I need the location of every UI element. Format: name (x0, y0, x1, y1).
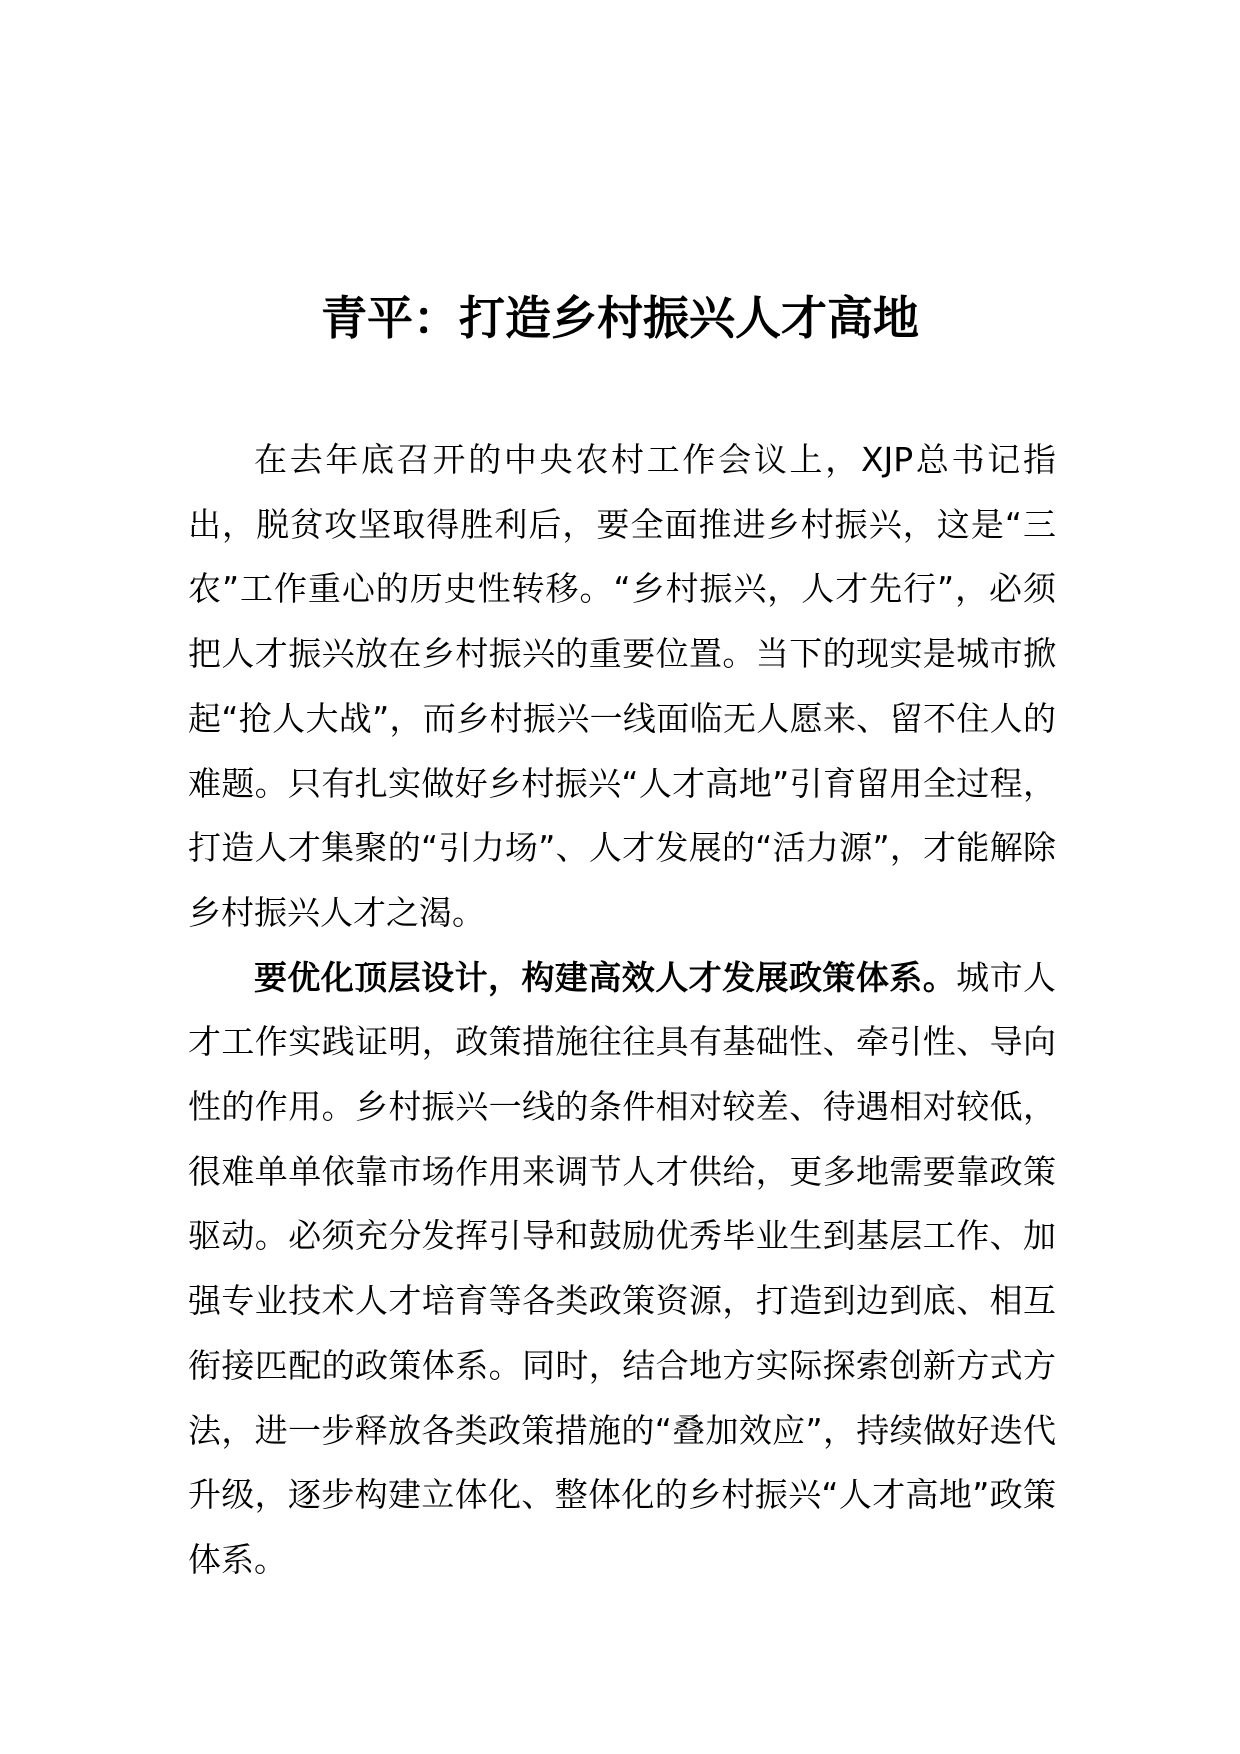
paragraph-intro (188, 428, 1056, 946)
document-body (188, 428, 1056, 1593)
paragraph-lead: 要优化顶层设计，构建高效人才发展政策体系。 (254, 957, 957, 997)
paragraph-text: 在去年底召开的中央农村工作会议上，XJP总书记指出，脱贫攻坚取得胜利后，要全面推进乡村振兴，这是“三农”工作重心的历史性转移。“乡村振兴，人才先行”，必须把人才振兴放在乡村振兴的重要位置。当下的现实是城市掀起“抢人大战”，而乡村振兴一线面临无人愿来、留不住人的难题。只有扎实做好乡村振兴“人才高地”引育留用全过程，打造人才集聚的“引力场”、人才发展的“活力源”，才能解除乡村振兴人才之渴。 (188, 440, 1056, 932)
paragraph-text: 城市人才工作实践证明，政策措施往往具有基础性、牵引性、导向性的作用。乡村振兴一线的条件相对较差、待遇相对较低，很难单单依靠市场作用来调节人才供给，更多地需要靠政策驱动。必须充分发挥引导和鼓励优秀毕业生到基层工作、加强专业技术人才培育等各类政策资源，打造到边到底、相互衔接匹配的政策体系。同时，结合地方实际探索创新方式方法，进一步释放各类政策措施的“叠加效应”，持续做好迭代升级，逐步构建立体化、整体化的乡村振兴“人才高地”政策体系。 (188, 957, 1057, 1579)
paragraph-policy (188, 946, 1056, 1593)
document-title: 青平：打造乡村振兴人才高地 (321, 291, 919, 345)
